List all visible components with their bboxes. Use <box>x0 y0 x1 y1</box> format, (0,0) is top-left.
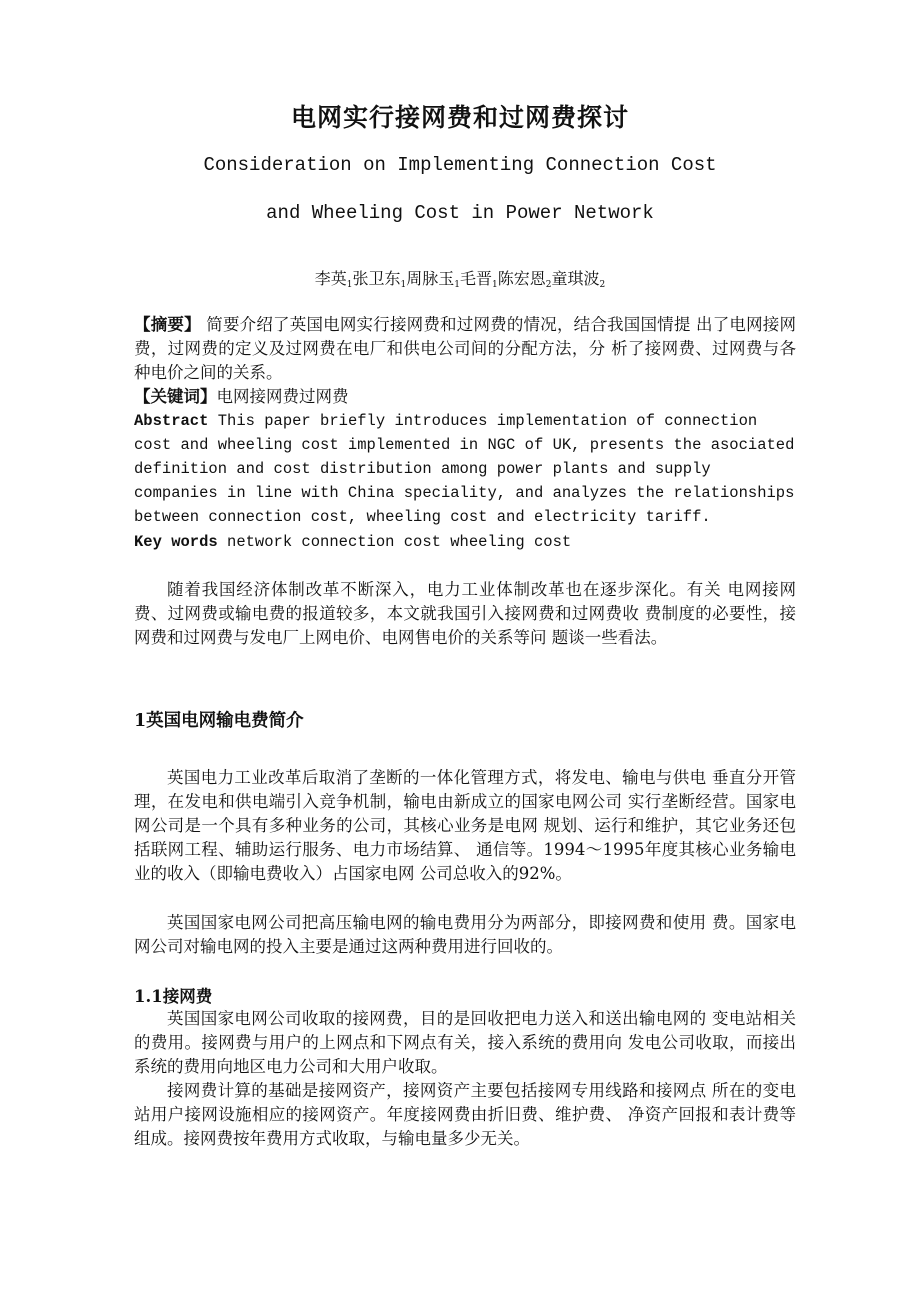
abstract-en-text: This paper briefly introduces implementation of connection cost and wheeling cost implemented in NGC of UK, presents the asociated definition and cost distribution among power plants and supply companies in line with China speciality, and analyzes the relationships between connection cost, wheeling cost and electricity tariff. <box>134 412 795 526</box>
section-heading-1-1: 1.1接网费 <box>134 987 213 1006</box>
abstract-zh-text: 简要介绍了英国电网实行接网费和过网费的情况，结合我国国情提 出了电网接网费，过网费的定义及过网费在电厂和供电公司间的分配方法，分 析了接网费、过网费与各种电价之间的关系。 <box>134 315 797 382</box>
keywords-zh-label: 【关键词】 <box>134 387 217 406</box>
author-name: 童琪波 <box>551 269 600 288</box>
section-1-paragraph-2: 英国国家电网公司把高压输电网的输电费用分为两部分，即接网费和使用 费。国家电网公司对输电网的投入主要是通过这两种费用进行回收的。 <box>134 913 796 956</box>
author-affiliation: 1 <box>492 280 498 290</box>
abstract-en <box>134 409 802 529</box>
section-1-paragraph-1: 英国电力工业改革后取消了垄断的一体化管理方式，将发电、输电与供电 垂直分开管理，在发电和供电端引入竞争机制，输电由新成立的国家电网公司 实行垄断经营。国家电网公司是一个具有多种业务的公司，其核心业务是电网 规划、运行和维护，其它业务还包括联网工程、辅助运行服务、电力市场结算、 通信等。1994～1995年度其核心业务输电业的收入（即输电费收入）占国家电网 公司总收入的92%。 <box>134 768 796 883</box>
author-name: 周脉玉 <box>406 269 455 288</box>
section-heading-1: 1英国电网输电费简介 <box>134 711 304 731</box>
author-affiliation: 1 <box>454 280 460 290</box>
author-affiliation: 2 <box>545 280 552 290</box>
section-1-1-paragraph-1: 英国国家电网公司收取的接网费，目的是回收把电力送入和送出输电网的 变电站相关的费用。接网费与用户的上网点和下网点有关，接入系统的费用向 发电公司收取，而接出系统的费用向地区电力公司和大用户收取。 <box>134 1009 796 1076</box>
author-name: 张卫东 <box>352 269 401 288</box>
english-title-line-2: and Wheeling Cost in Power Network <box>266 202 654 224</box>
abstract-en-label: Abstract <box>134 412 209 430</box>
author-affiliation: 1 <box>400 280 407 290</box>
author-name: 李英 <box>314 269 347 288</box>
intro-paragraph: 随着我国经济体制改革不断深入，电力工业体制改革也在逐步深化。有关 电网接网费、过网费或输电费的报道较多，本文就我国引入接网费和过网费收 费制度的必要性，接网费和过网费与发电厂上网电价、电网售电价的关系等问 题谈一些看法。 <box>134 580 796 647</box>
english-title-line-1: Consideration on Implementing Connection Cost <box>203 154 717 176</box>
page-title: 电网实行接网费和过网费探讨 <box>290 103 629 132</box>
section-1-1-paragraph-2: 接网费计算的基础是接网资产，接网资产主要包括接网专用线路和接网点 所在的变电站用户接网设施相应的接网资产。年度接网费由折旧费、维护费、 净资产回报和表计费等组成。接网费按年费用方式收取，与输电量多少无关。 <box>134 1081 796 1148</box>
author-affiliation: 2 <box>599 280 606 290</box>
abstract-zh <box>134 313 796 385</box>
keywords-en-label: Key words <box>134 533 218 551</box>
keywords-en-text: network connection cost wheeling cost <box>217 533 572 551</box>
author-list <box>0 266 920 290</box>
author-affiliation: 1 <box>346 280 353 290</box>
keywords-zh-text: 电网接网费过网费 <box>216 387 349 406</box>
author-name: 陈宏恩 <box>497 269 546 288</box>
keywords-en <box>134 530 796 554</box>
keywords-zh <box>134 385 796 409</box>
abstract-zh-label: 【摘要】 <box>134 315 201 334</box>
author-name: 毛晋 <box>460 269 493 288</box>
